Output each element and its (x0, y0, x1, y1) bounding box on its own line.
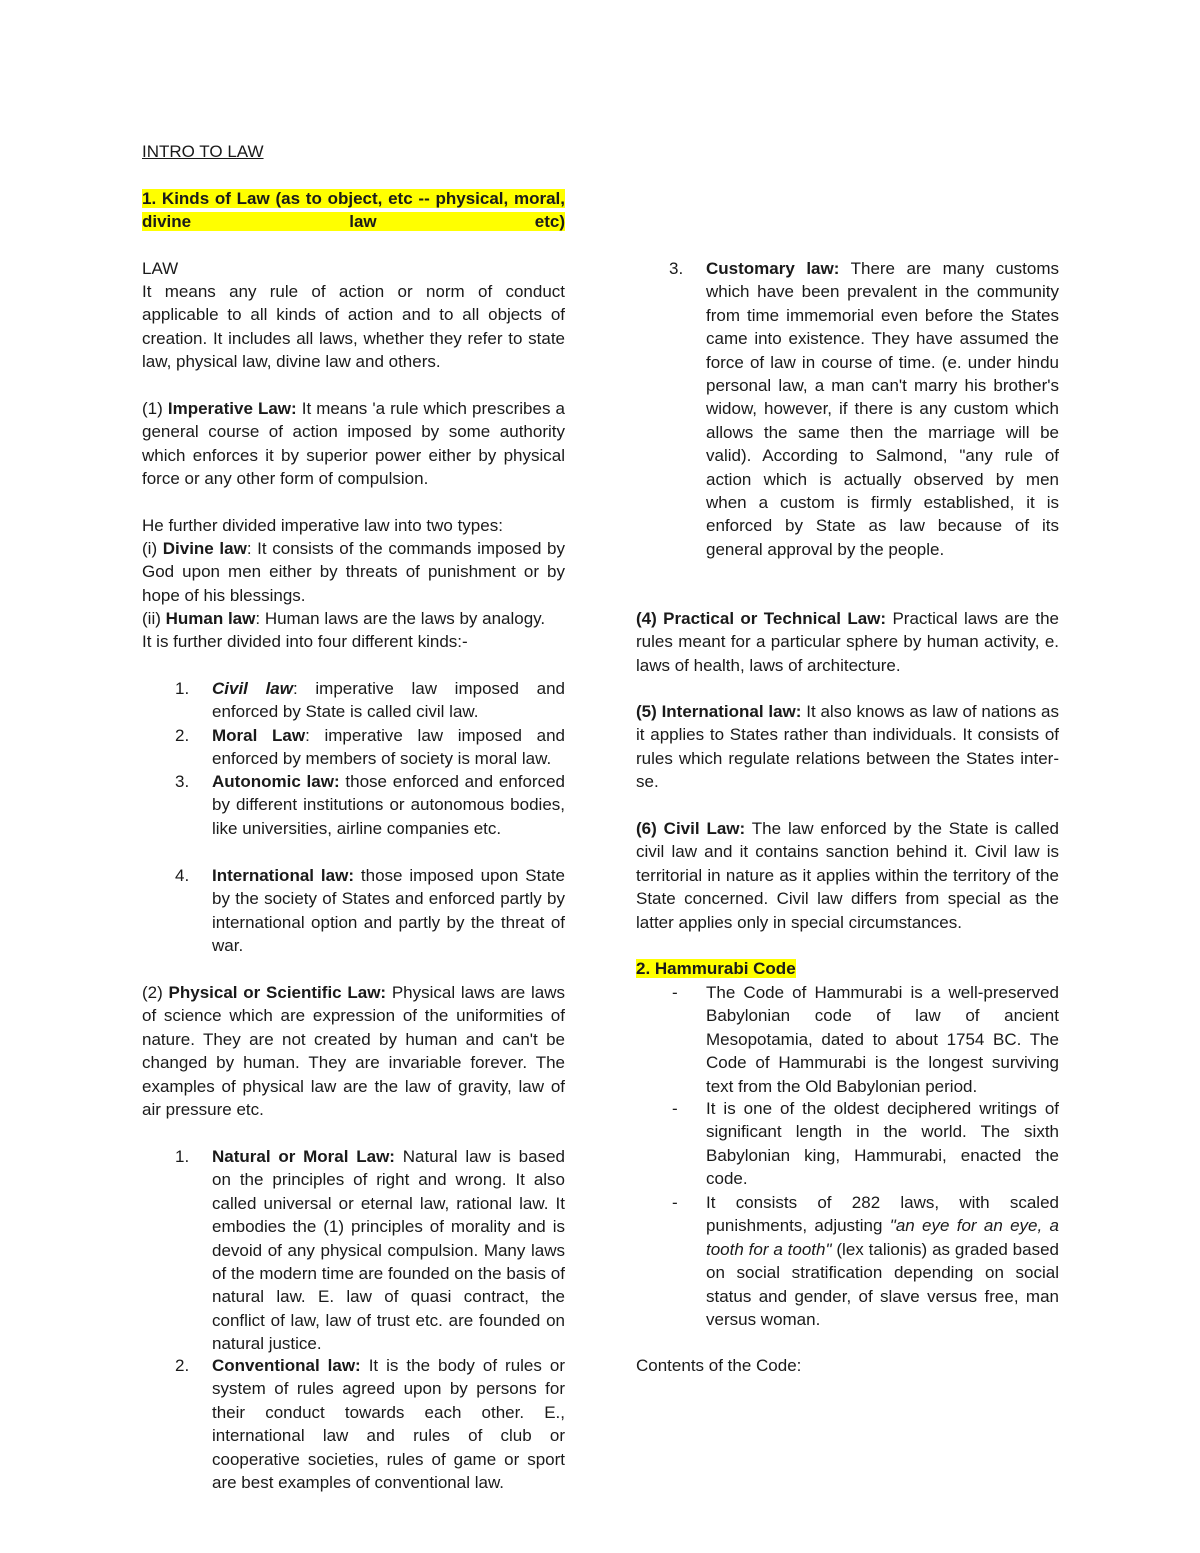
human-law-paragraph: (ii) Human law: Human laws are the laws by analogy. (142, 609, 546, 628)
international-law-paragraph: (5) International law: It also knows as law of nations as it applies to States rather than individuals. It consists of rules which regulate relations between the States inter-se. (636, 702, 1059, 792)
list-item-moral-law: 2. Moral Law: imperative law imposed and enforced by members of society is moral law. (175, 726, 566, 769)
law-definition: It means any rule of action or norm of conduct applicable to all kinds of action and to all objects of creation. It includes all laws, whether they refer to state law, physical law, divine law and others. (142, 282, 565, 372)
list-item-international-law: 4. International law: those imposed upon State by the society of States and enforced partly by international option and partly by the threat of war. (175, 866, 565, 956)
divine-law-paragraph: (i) Divine law: It consists of the commands imposed by God upon men either by threats of punishment or by hope of his blessings. (142, 539, 565, 605)
physical-law-paragraph: (2) Physical or Scientific Law: Physical laws are laws of science which are expression of the uniformities of nature. They are not created by human and can't be changed by human. They are invariable forever. The examples of physical law are the law of gravity, law of air pressure etc. (142, 983, 565, 1120)
law-heading: LAW (142, 259, 179, 278)
hammurabi-point-2: - It is one of the oldest deciphered writings of significant length in the world. The sixth Babylonian king, Hammurabi, enacted the code. (672, 1099, 1059, 1189)
imperative-divided-intro: He further divided imperative law into two types: (142, 516, 503, 535)
hammurabi-point-1: - The Code of Hammurabi is a well-preserved Babylonian code of law of ancient Mesopotamia, dated to about 1754 BC. The Code of Hammurabi is the longest surviving text from the Old Babylonian period. (672, 983, 1059, 1096)
list-item-natural-law: 1. Natural or Moral Law: Natural law is based on the principles of right and wrong. It also called universal or eternal law, rational law. It embodies the (1) principles of morality and is devoid of any physical compulsion. Many laws of the modern time are founded on the basis of natural law. E. law of quasi contract, the conflict of law, law of trust etc. are founded on natural justice. (175, 1147, 565, 1354)
contents-of-the-code-label: Contents of the Code: (636, 1356, 802, 1375)
document-title: INTRO TO LAW (142, 142, 264, 161)
section-heading-kinds-of-law: 1. Kinds of Law (as to object, etc -- physical, moral, divine law etc) (142, 189, 565, 232)
list-item-conventional-law: 2. Conventional law: It is the body of rules or system of rules agreed upon by persons for their conduct towards each other. E., international law and rules of club or cooperative societies, rules of game or sport are best examples of conventional law. (175, 1356, 565, 1493)
section-heading-hammurabi-code: 2. Hammurabi Code (636, 959, 796, 978)
list-item-autonomic-law: 3. Autonomic law: those enforced and enforced by different institutions or autonomous bodies, like universities, airline companies etc. (175, 772, 565, 838)
list-item-customary-law: 3. Customary law: There are many customs which have been prevalent in the community from time immemorial even before the States came into existence. They have assumed the force of law in course of time. (e. under hindu personal law, a man can't marry his brother's widow, however, if there is any custom which allows the same then the marriage will be valid). According to Salmond, "any rule of action which is actually observed by men when a custom is firmly established, it is enforced by State as law because of its general approval by the people. (669, 259, 1059, 559)
practical-law-paragraph: (4) Practical or Technical Law: Practical laws are the rules meant for a particular sphere by human activity, e. laws of health, laws of architecture. (636, 609, 1059, 675)
civil-law-paragraph: (6) Civil Law: The law enforced by the State is called civil law and it contains sanction behind it. Civil law is territorial in nature as it applies within the territory of the State concerned. Civil law differs from special as the latter applies only in special circumstances. (636, 819, 1059, 932)
hammurabi-point-3: - It consists of 282 laws, with scaled punishments, adjusting "an eye for an eye, a tooth for a tooth" (lex talionis) as graded based on social stratification depending on social status and gender, of slave versus free, man versus woman. (672, 1193, 1059, 1330)
list-item-civil-law: 1. Civil law: imperative law imposed and enforced by State is called civil law. (175, 679, 565, 722)
imperative-law-paragraph: (1) Imperative Law: It means 'a rule which prescribes a general course of action imposed by some authority which enforces it by superior power either by physical force or any other form of compulsion. (142, 399, 565, 489)
human-law-subdivision: It is further divided into four different kinds:- (142, 632, 468, 651)
